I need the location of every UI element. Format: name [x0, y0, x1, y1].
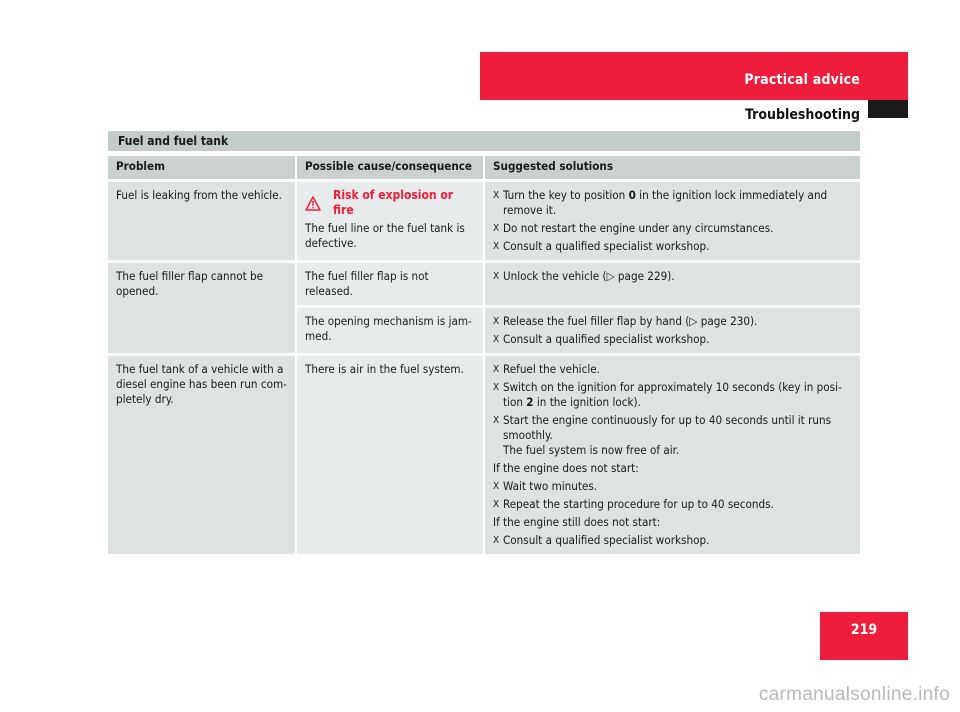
table-row — [108, 181, 860, 262]
watermark-text: carmanualsonline.info — [758, 684, 950, 705]
action-arrow-icon: X — [493, 499, 500, 510]
condition-note: If the engine does not start: — [493, 461, 639, 475]
table-title: Fuel and fuel tank — [108, 131, 860, 151]
solution-step — [493, 221, 854, 236]
fuel-table-section — [108, 131, 860, 557]
header-tab-marker — [868, 100, 908, 118]
col-header-problem: Problem — [108, 156, 296, 181]
problem-cell: The fuel filler flap cannot be opened. — [108, 262, 296, 355]
step-text: page 230). — [697, 314, 758, 328]
table-row — [108, 355, 860, 556]
solutions-cell — [484, 181, 860, 262]
col-header-cause: Possible cause/consequence — [296, 156, 484, 181]
condition-note: If the engine still does not start: — [493, 515, 661, 529]
step-text: Refuel the vehicle. — [503, 362, 600, 376]
solution-step — [493, 269, 854, 284]
step-text: Consult a qualified specialist workshop. — [503, 533, 710, 547]
solution-step — [493, 239, 854, 254]
troubleshooting-table — [108, 156, 860, 557]
section-header: Practical advice — [480, 52, 908, 100]
solution-step — [493, 497, 854, 512]
action-arrow-icon: X — [493, 316, 500, 327]
solution-step — [493, 380, 854, 410]
step-text: Consult a qualified specialist workshop. — [503, 332, 710, 346]
solutions-cell — [484, 307, 860, 355]
solution-step — [493, 332, 854, 347]
cause-cell: The opening mechanism is jam-med. — [296, 307, 484, 355]
warning-heading — [305, 188, 477, 218]
step-text: Release the fuel filler flap by hand ( — [503, 314, 690, 328]
subsection-title: Troubleshooting — [745, 107, 860, 123]
action-arrow-icon: X — [493, 364, 500, 375]
solutions-cell — [484, 355, 860, 556]
step-text: Wait two minutes. — [503, 479, 598, 493]
col-header-solutions: Suggested solutions — [484, 156, 860, 181]
step-key-position: 0 — [628, 188, 636, 202]
action-arrow-icon: X — [493, 334, 500, 345]
problem-cell: Fuel is leaking from the vehicle. — [108, 181, 296, 262]
step-text: Start the engine continuously for up to 40 seconds until it runs smoothly. — [503, 413, 832, 442]
action-arrow-icon: X — [493, 241, 500, 252]
solution-step — [493, 362, 854, 377]
action-arrow-icon: X — [493, 481, 500, 492]
action-arrow-icon: X — [493, 190, 500, 201]
step-text: Turn the key to position — [503, 188, 629, 202]
step-text: Switch on the ignition for approximately 10 seconds (key in posi-tion — [503, 380, 842, 409]
step-text: Do not restart the engine under any circumstances. — [503, 221, 774, 235]
step-result-text: The fuel system is now free of air. — [503, 443, 680, 457]
step-key-position: 2 — [526, 395, 534, 409]
solutions-cell — [484, 262, 860, 307]
cause-text: The fuel line or the fuel tank is defective. — [305, 221, 465, 250]
step-text: Unlock the vehicle ( — [503, 269, 607, 283]
step-text: page 229). — [614, 269, 675, 283]
page-number: 219 — [820, 612, 908, 660]
problem-cell: The fuel tank of a vehicle with a diesel engine has been run com-pletely dry. — [108, 355, 296, 556]
table-row — [108, 262, 860, 307]
page-ref-icon: ▷ — [689, 314, 698, 328]
page-ref-icon: ▷ — [606, 269, 615, 283]
warning-text: Risk of explosion or fire — [333, 188, 454, 217]
action-arrow-icon: X — [493, 271, 500, 282]
step-text: in the ignition lock). — [533, 395, 641, 409]
step-text: in the ignition lock immediately and remove it. — [503, 188, 828, 217]
solution-step — [493, 314, 854, 329]
solution-step — [493, 479, 854, 494]
step-text: Consult a qualified specialist workshop. — [503, 239, 710, 253]
cause-cell: There is air in the fuel system. — [296, 355, 484, 556]
cause-cell — [296, 181, 484, 262]
solution-step — [493, 188, 854, 218]
action-arrow-icon: X — [493, 415, 500, 426]
action-arrow-icon: X — [493, 223, 500, 234]
cause-cell: The fuel filler flap is not released. — [296, 262, 484, 307]
table-header-row — [108, 156, 860, 181]
action-arrow-icon: X — [493, 535, 500, 546]
solution-step — [493, 533, 854, 548]
step-text: Repeat the starting procedure for up to 40 seconds. — [503, 497, 774, 511]
solution-step — [493, 413, 854, 458]
warning-triangle-icon — [305, 196, 321, 211]
action-arrow-icon: X — [493, 382, 500, 393]
